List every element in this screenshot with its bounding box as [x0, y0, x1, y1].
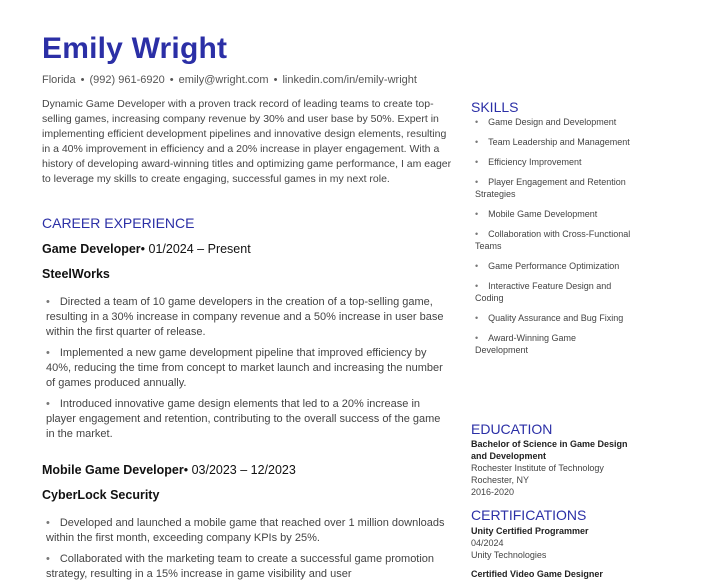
- bullet-dot-icon: •: [475, 177, 479, 187]
- job-company: SteelWorks: [42, 267, 110, 281]
- skill-text: Game Design and Development: [488, 117, 617, 127]
- contact-linkedin[interactable]: linkedin.com/in/emily-wright: [282, 74, 417, 86]
- bullet-dot-icon: •: [46, 296, 50, 308]
- job-bullet-text: Collaborated with the marketing team to create a successful game promotion strategy, resulting in a 15% increase in game visibility and user: [46, 553, 435, 580]
- skill-item: [471, 228, 631, 252]
- skill-item: [471, 116, 631, 128]
- job-title-line: [42, 242, 251, 256]
- bullet-dot-icon: •: [475, 117, 479, 127]
- certification-entry: [471, 525, 641, 561]
- skill-item: [471, 136, 631, 148]
- certification-issuer: Unity Technologies: [471, 550, 547, 560]
- bullet-dot-icon: •: [475, 209, 479, 219]
- skill-text: Quality Assurance and Bug Fixing: [488, 313, 624, 323]
- skill-text: Player Engagement and Retention Strategies: [475, 177, 626, 199]
- skill-text: Efficiency Improvement: [488, 157, 582, 167]
- bullet-dot-icon: •: [475, 313, 479, 323]
- job-bullets: [42, 516, 452, 588]
- education-heading: EDUCATION: [471, 421, 553, 437]
- bullet-dot-icon: •: [475, 137, 479, 147]
- bullet-dot-icon: •: [46, 347, 50, 359]
- skill-item: [471, 208, 631, 220]
- skill-item: [471, 332, 631, 356]
- contact-location: Florida: [42, 74, 76, 86]
- skill-text: Award-Winning Game Development: [475, 333, 577, 355]
- job-title: Mobile Game Developer: [42, 463, 184, 477]
- bullet-dot-icon: •: [475, 281, 479, 291]
- education-entry: [471, 438, 641, 498]
- education-school: Rochester Institute of Technology: [471, 463, 604, 473]
- bullet-dot-icon: •: [46, 517, 50, 529]
- certification-name: Certified Video Game Designer: [471, 569, 603, 579]
- skills-list: [471, 116, 631, 364]
- skills-heading: SKILLS: [471, 99, 519, 115]
- job-company: CyberLock Security: [42, 488, 160, 502]
- job-dates: • 03/2023 – 12/2023: [183, 463, 296, 477]
- contact-phone: (992) 961-6920: [89, 74, 165, 86]
- bullet-dot-icon: •: [46, 398, 50, 410]
- skill-item: [471, 260, 631, 272]
- education-location: Rochester, NY: [471, 475, 530, 485]
- contact-email[interactable]: emily@wright.com: [178, 74, 269, 86]
- skill-item: [471, 176, 631, 200]
- job-bullets: [42, 295, 452, 448]
- certification-entry: [471, 568, 641, 580]
- experience-heading: CAREER EXPERIENCE: [42, 215, 195, 231]
- bullet-dot-icon: •: [475, 229, 479, 239]
- job-bullet-text: Introduced innovative game design elements that led to a 20% increase in player engagement and retention, contributing to the overall success of the game in the market.: [46, 398, 441, 440]
- professional-summary: Dynamic Game Developer with a proven track record of leading teams to create top-selling games, increasing company revenue by 30% and user base by 50%. Expert in implementing efficient development pipelines and innovative design elements, resulting in a 40% improvement in efficiency and a 20% increase in player engagement. With a history of developing award-winning titles and optimizing game performance, I am eager to leverage my skills to create engaging, successful games in my next role.: [42, 98, 452, 185]
- contact-line: [42, 74, 417, 86]
- skill-item: [471, 156, 631, 168]
- job-bullet-text: Developed and launched a mobile game that reached over 1 million downloads within the first month, exceeding company KPIs by 25%.: [46, 517, 445, 544]
- certification-name: Unity Certified Programmer: [471, 526, 589, 536]
- job-bullet: [42, 516, 452, 546]
- education-degree: Bachelor of Science in Game Design and Development: [471, 439, 628, 461]
- job-bullet: [42, 295, 452, 340]
- education-dates: 2016-2020: [471, 487, 515, 497]
- contact-separator: •: [169, 74, 174, 86]
- skill-text: Mobile Game Development: [488, 209, 598, 219]
- skill-item: [471, 280, 631, 304]
- skill-text: Game Performance Optimization: [488, 261, 620, 271]
- job-title-line: [42, 463, 296, 477]
- bullet-dot-icon: •: [475, 157, 479, 167]
- job-bullet: [42, 552, 452, 582]
- job-title: Game Developer: [42, 242, 141, 256]
- contact-separator: •: [273, 74, 278, 86]
- skill-text: Collaboration with Cross-Functional Teams: [475, 229, 631, 251]
- certification-date: 04/2024: [471, 538, 504, 548]
- candidate-name: Emily Wright: [42, 32, 228, 65]
- skill-text: Interactive Feature Design and Coding: [475, 281, 612, 303]
- job-bullet-text: Directed a team of 10 game developers in the creation of a top-selling game, resulting in a 30% increase in company revenue and a 50% increase in user base within the first quarter of release.: [46, 296, 444, 338]
- job-bullet-text: Implemented a new game development pipeline that improved efficiency by 40%, reducing the time from concept to market launch and increasing the number of games produced annually.: [46, 347, 443, 389]
- skill-text: Team Leadership and Management: [488, 137, 630, 147]
- bullet-dot-icon: •: [46, 553, 50, 565]
- contact-separator: •: [80, 74, 85, 86]
- job-dates: • 01/2024 – Present: [140, 242, 251, 256]
- certifications-heading: CERTIFICATIONS: [471, 507, 587, 523]
- skill-item: [471, 312, 631, 324]
- bullet-dot-icon: •: [475, 261, 479, 271]
- job-bullet: [42, 346, 452, 391]
- job-bullet: [42, 397, 452, 442]
- bullet-dot-icon: •: [475, 333, 479, 343]
